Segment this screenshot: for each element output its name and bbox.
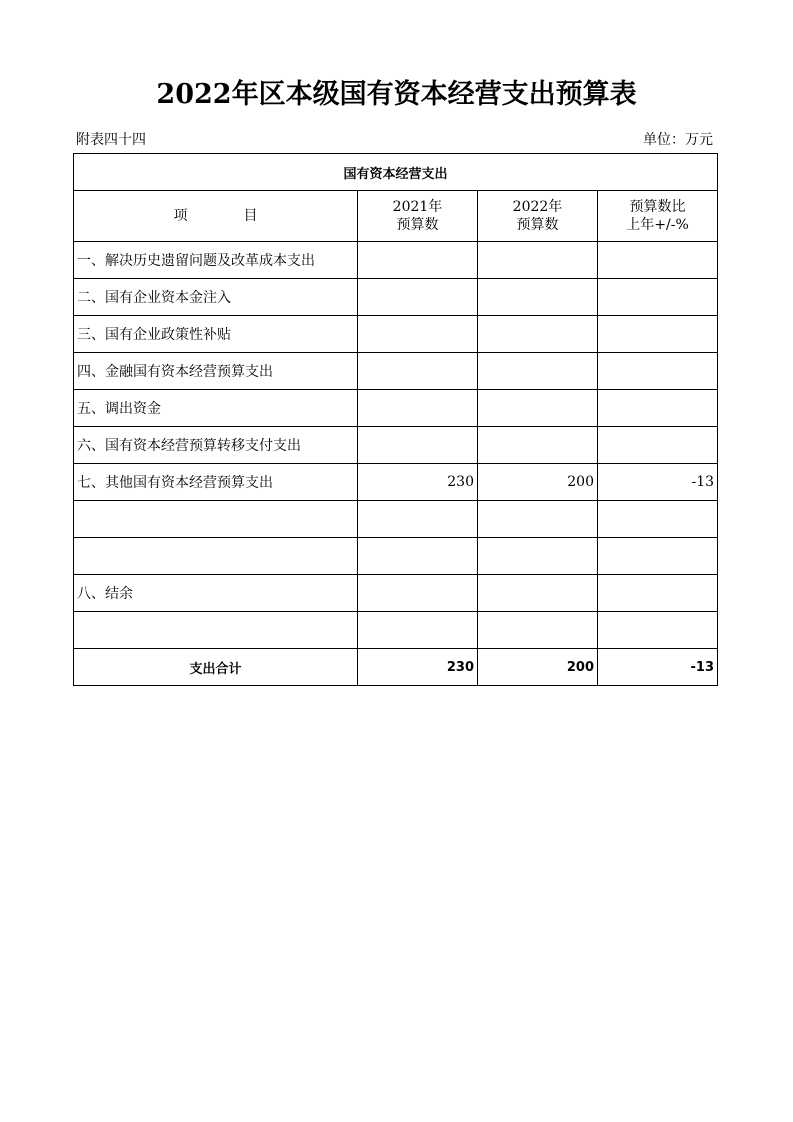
table-row [74, 390, 718, 427]
total-change-value: -13 [598, 649, 718, 686]
unit-label: 单位：万元 [643, 132, 713, 148]
row-2022-value [478, 279, 598, 316]
column-header-2021-label: 预算数 [396, 217, 439, 233]
column-header-item-b: 目 [243, 208, 258, 224]
row-change-value [598, 612, 718, 649]
budget-table [73, 153, 718, 686]
table-row [74, 575, 718, 612]
row-2021-value [358, 242, 478, 279]
row-2022-value [478, 353, 598, 390]
row-change-value [598, 279, 718, 316]
table-row [74, 612, 718, 649]
row-2022-value: 200 [478, 464, 598, 501]
total-2022-value: 200 [478, 649, 598, 686]
row-2022-value [478, 390, 598, 427]
column-header-item [74, 191, 358, 242]
total-row [74, 649, 718, 686]
table-row [74, 279, 718, 316]
row-2022-value [478, 612, 598, 649]
column-header-item-a: 项 [173, 208, 188, 224]
row-item-cell: 五、调出资金 [74, 390, 358, 427]
row-change-value [598, 501, 718, 538]
column-header-2022-year: 2022年 [512, 199, 563, 215]
table-row [74, 464, 718, 501]
total-label: 支出合计 [74, 649, 358, 686]
row-change-value [598, 353, 718, 390]
row-2021-value [358, 353, 478, 390]
row-2022-value [478, 316, 598, 353]
table-row [74, 501, 718, 538]
table-row [74, 353, 718, 390]
column-header-2022 [478, 191, 598, 242]
row-change-value [598, 538, 718, 575]
row-change-value [598, 427, 718, 464]
row-2022-value [478, 242, 598, 279]
row-item-cell: 四、金融国有资本经营预算支出 [74, 353, 358, 390]
table-row [74, 538, 718, 575]
row-2021-value [358, 538, 478, 575]
row-change-value: -13 [598, 464, 718, 501]
row-2022-value [478, 501, 598, 538]
column-header-change [598, 191, 718, 242]
row-2021-value [358, 575, 478, 612]
row-2021-value: 230 [358, 464, 478, 501]
row-item-cell: 三、国有企业政策性补贴 [74, 316, 358, 353]
page-title: 2022年区本级国有资本经营支出预算表 [156, 79, 637, 110]
column-header-2022-label: 预算数 [516, 217, 559, 233]
row-2021-value [358, 612, 478, 649]
row-2022-value [478, 427, 598, 464]
row-2021-value [358, 390, 478, 427]
row-item-cell [74, 501, 358, 538]
row-2021-value [358, 279, 478, 316]
row-2021-value [358, 316, 478, 353]
table-row [74, 242, 718, 279]
column-header-row [74, 191, 718, 242]
row-change-value [598, 316, 718, 353]
table-row [74, 427, 718, 464]
row-item-cell: 二、国有企业资本金注入 [74, 279, 358, 316]
row-item-cell [74, 538, 358, 575]
section-header: 国有资本经营支出 [74, 154, 718, 191]
row-change-value [598, 390, 718, 427]
table-row [74, 316, 718, 353]
column-header-2021-year: 2021年 [392, 199, 443, 215]
row-item-cell: 七、其他国有资本经营预算支出 [74, 464, 358, 501]
row-item-cell: 八、结余 [74, 575, 358, 612]
column-header-change-line2: 上年+/-% [626, 217, 689, 233]
row-item-cell: 一、解决历史遗留问题及改革成本支出 [74, 242, 358, 279]
section-header-row [74, 154, 718, 191]
row-2021-value [358, 501, 478, 538]
row-change-value [598, 242, 718, 279]
row-2022-value [478, 538, 598, 575]
row-2022-value [478, 575, 598, 612]
column-header-2021 [358, 191, 478, 242]
row-item-cell [74, 612, 358, 649]
row-item-cell: 六、国有资本经营预算转移支付支出 [74, 427, 358, 464]
row-2021-value [358, 427, 478, 464]
row-change-value [598, 575, 718, 612]
attachment-label: 附表四十四 [76, 132, 146, 148]
column-header-change-line1: 预算数比 [629, 199, 686, 215]
total-2021-value: 230 [358, 649, 478, 686]
